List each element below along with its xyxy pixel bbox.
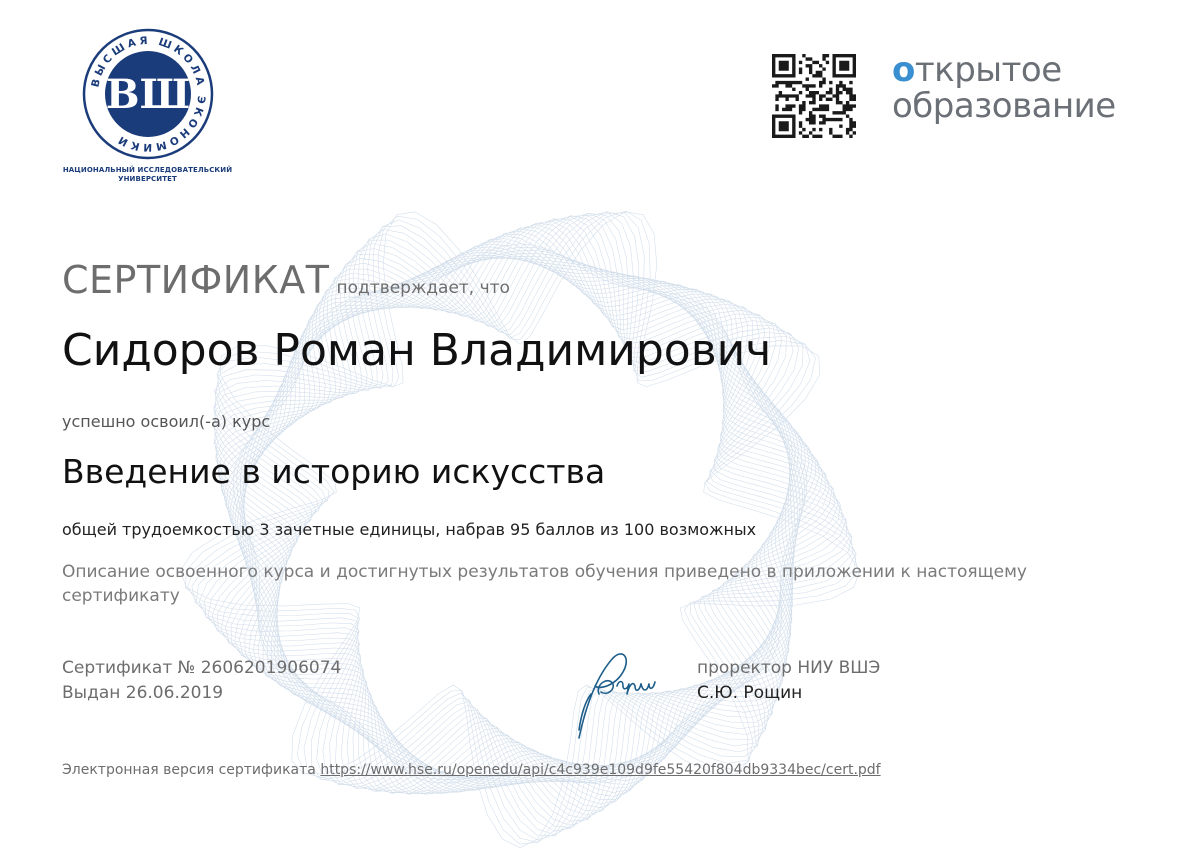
brand-line2: образование bbox=[892, 86, 1116, 126]
hse-logo-caption bbox=[60, 166, 235, 184]
certificate-url-link[interactable]: https://www.hse.ru/openedu/api/c4c939e109d9fe55420f804db9334bec/cert.pdf bbox=[320, 762, 881, 778]
hse-ring-text: ВЫСШАЯ ШКОЛА ЭКОНОМИКИ bbox=[88, 34, 207, 154]
issue-date: Выдан 26.06.2019 bbox=[62, 683, 224, 703]
signer-block bbox=[697, 656, 880, 706]
title-suffix: подтверждает, что bbox=[336, 278, 510, 298]
brand-o-accent-icon: о bbox=[892, 50, 915, 90]
electronic-version-footer bbox=[62, 762, 881, 778]
holder-name: Сидоров Роман Владимирович bbox=[62, 325, 772, 376]
certificate-title bbox=[62, 258, 510, 302]
hse-caption-line1: НАЦИОНАЛЬНЫЙ ИССЛЕДОВАТЕЛЬСКИЙ bbox=[62, 166, 233, 174]
hse-logo bbox=[60, 28, 235, 184]
signer-name: С.Ю. Рощин bbox=[697, 683, 803, 703]
title-word: СЕРТИФИКАТ bbox=[62, 258, 330, 302]
qr-code-icon[interactable] bbox=[772, 54, 856, 138]
workload-text: общей трудоемкостью 3 зачетные единицы, набрав 95 баллов из 100 возможных bbox=[62, 520, 757, 539]
course-description: Описание освоенного курса и достигнутых результатов обучения приведено в приложении к настоящему сертификату bbox=[62, 562, 1027, 606]
hse-caption-line2: УНИВЕРСИТЕТ bbox=[118, 175, 177, 183]
certificate-number: Сертификат № 2606201906074 bbox=[62, 658, 342, 678]
brand-line1 bbox=[892, 52, 1116, 88]
signature-icon bbox=[565, 650, 675, 745]
brand-line1-text: ткрытое bbox=[914, 50, 1062, 90]
hse-monogram: ВШ bbox=[105, 71, 190, 118]
qr-modules bbox=[772, 54, 856, 138]
certificate-info bbox=[62, 656, 341, 706]
signer-position: проректор НИУ ВШЭ bbox=[697, 658, 881, 678]
course-name: Введение в историю искусства bbox=[62, 452, 606, 491]
footer-label: Электронная версия сертификата bbox=[62, 762, 316, 778]
open-education-logo bbox=[892, 52, 1116, 124]
hse-emblem-icon bbox=[82, 28, 214, 160]
completed-text: успешно освоил(-а) курс bbox=[62, 412, 271, 431]
